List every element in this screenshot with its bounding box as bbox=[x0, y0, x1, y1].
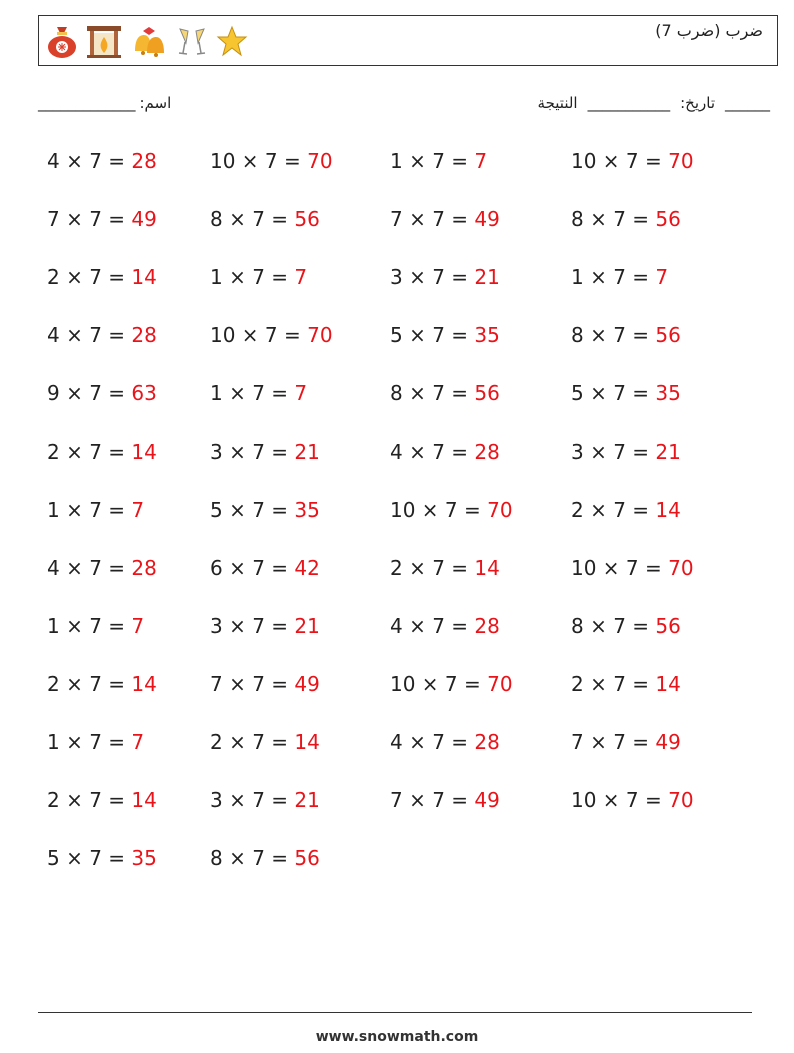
problem-answer: 35 bbox=[474, 323, 500, 348]
problem-question: 5 × 7 = bbox=[390, 323, 475, 348]
fireplace-icon bbox=[85, 23, 123, 59]
problem-answer: 21 bbox=[294, 788, 320, 813]
problem-answer: 7 bbox=[131, 730, 145, 754]
problem-question: 5 × 7 = bbox=[47, 846, 132, 871]
problem-item bbox=[47, 846, 157, 870]
problem-item bbox=[210, 440, 320, 464]
name-label: اسم: bbox=[139, 94, 172, 112]
problem-item bbox=[390, 730, 500, 754]
problem-item bbox=[390, 614, 500, 638]
problem-answer: 56 bbox=[655, 323, 681, 348]
problem-answer: 28 bbox=[131, 555, 157, 580]
problem-question: 3 × 7 = bbox=[571, 439, 656, 464]
problem-question: 10 × 7 = bbox=[210, 323, 308, 348]
problem-answer: 56 bbox=[474, 381, 500, 406]
problem-item bbox=[210, 846, 320, 870]
worksheet-header bbox=[38, 15, 778, 66]
problem-question: 10 × 7 = bbox=[571, 555, 669, 580]
problem-answer: 14 bbox=[655, 671, 681, 696]
problem-answer: 56 bbox=[294, 207, 320, 232]
problem-item bbox=[47, 207, 157, 231]
problem-question: 2 × 7 = bbox=[390, 555, 475, 580]
problem-answer: 7 bbox=[655, 265, 669, 290]
problem-item bbox=[390, 672, 513, 696]
problem-answer: 70 bbox=[668, 788, 694, 813]
problem-question: 1 × 7 = bbox=[210, 381, 295, 406]
problem-item bbox=[390, 440, 500, 464]
problem-question: 7 × 7 = bbox=[47, 207, 132, 232]
problem-item bbox=[571, 556, 694, 580]
problem-item bbox=[390, 788, 500, 812]
problem-item bbox=[390, 556, 500, 580]
problem-item bbox=[571, 265, 668, 289]
problem-answer: 14 bbox=[131, 788, 157, 813]
problem-question: 3 × 7 = bbox=[210, 439, 295, 464]
problem-item bbox=[210, 207, 320, 231]
problem-item bbox=[47, 265, 157, 289]
problem-answer: 14 bbox=[131, 439, 157, 464]
problem-item bbox=[571, 788, 694, 812]
problem-item bbox=[390, 323, 500, 347]
problem-question: 1 × 7 = bbox=[210, 265, 295, 290]
problem-question: 4 × 7 = bbox=[47, 149, 132, 173]
score-label: النتيجة bbox=[537, 94, 578, 112]
problem-answer: 35 bbox=[294, 497, 320, 522]
problem-answer: 7 bbox=[294, 381, 308, 406]
problem-question: 10 × 7 = bbox=[390, 497, 488, 522]
problem-item bbox=[390, 149, 487, 173]
problem-answer: 21 bbox=[474, 265, 500, 290]
problem-question: 10 × 7 = bbox=[571, 149, 669, 173]
date-label: تاريخ: bbox=[680, 94, 715, 112]
problem-item bbox=[390, 265, 500, 289]
problem-question: 1 × 7 = bbox=[47, 613, 132, 638]
problem-answer: 49 bbox=[474, 788, 500, 813]
problem-item bbox=[210, 614, 320, 638]
problem-question: 5 × 7 = bbox=[210, 497, 295, 522]
problem-item bbox=[571, 381, 681, 405]
name-field bbox=[38, 94, 171, 112]
problem-answer: 70 bbox=[307, 149, 333, 173]
problem-item bbox=[47, 614, 144, 638]
bells-icon bbox=[129, 23, 169, 59]
problem-item bbox=[390, 381, 500, 405]
problem-item bbox=[47, 498, 144, 522]
problem-answer: 14 bbox=[131, 265, 157, 290]
problem-question: 5 × 7 = bbox=[571, 381, 656, 406]
problem-question: 4 × 7 = bbox=[390, 613, 475, 638]
problem-question: 2 × 7 = bbox=[47, 788, 132, 813]
problem-item bbox=[390, 207, 500, 231]
problem-item bbox=[47, 788, 157, 812]
problem-answer: 21 bbox=[294, 613, 320, 638]
problem-question: 3 × 7 = bbox=[210, 613, 295, 638]
problem-question: 3 × 7 = bbox=[390, 265, 475, 290]
name-blank: _____________ bbox=[38, 94, 136, 112]
problem-question: 4 × 7 = bbox=[390, 439, 475, 464]
problem-answer: 28 bbox=[474, 613, 500, 638]
problem-question: 2 × 7 = bbox=[571, 497, 656, 522]
problem-item bbox=[210, 672, 320, 696]
problem-question: 8 × 7 = bbox=[571, 323, 656, 348]
problem-question: 4 × 7 = bbox=[47, 555, 132, 580]
problem-question: 7 × 7 = bbox=[390, 788, 475, 813]
problem-answer: 49 bbox=[474, 207, 500, 232]
problem-answer: 49 bbox=[655, 730, 681, 754]
header-icons bbox=[45, 21, 249, 61]
problem-question: 7 × 7 = bbox=[210, 671, 295, 696]
problem-question: 7 × 7 = bbox=[390, 207, 475, 232]
problem-question: 2 × 7 = bbox=[47, 671, 132, 696]
problem-question: 1 × 7 = bbox=[571, 265, 656, 290]
problem-question: 4 × 7 = bbox=[390, 730, 475, 754]
problem-item bbox=[571, 614, 681, 638]
problem-item bbox=[210, 498, 320, 522]
problem-question: 1 × 7 = bbox=[47, 730, 132, 754]
problem-item bbox=[571, 207, 681, 231]
problem-item bbox=[390, 498, 513, 522]
problem-item bbox=[571, 323, 681, 347]
problem-answer: 7 bbox=[474, 149, 488, 173]
problem-item bbox=[47, 323, 157, 347]
money-bag-icon bbox=[45, 23, 79, 59]
problem-question: 8 × 7 = bbox=[571, 613, 656, 638]
problem-answer: 56 bbox=[655, 207, 681, 232]
problem-answer: 7 bbox=[294, 265, 308, 290]
score-blank: ___________ bbox=[587, 94, 671, 112]
problem-item bbox=[210, 381, 307, 405]
problem-question: 2 × 7 = bbox=[571, 671, 656, 696]
problem-answer: 70 bbox=[487, 497, 513, 522]
problem-answer: 14 bbox=[131, 671, 157, 696]
problem-answer: 70 bbox=[668, 555, 694, 580]
problem-item bbox=[571, 730, 681, 754]
problem-item bbox=[47, 381, 157, 405]
footer-divider bbox=[38, 1012, 752, 1013]
problem-answer: 14 bbox=[474, 555, 500, 580]
problem-answer: 49 bbox=[131, 207, 157, 232]
problem-answer: 21 bbox=[294, 439, 320, 464]
problem-answer: 7 bbox=[131, 613, 145, 638]
problem-item bbox=[47, 556, 157, 580]
problem-answer: 56 bbox=[294, 846, 320, 871]
problem-answer: 70 bbox=[487, 671, 513, 696]
champagne-glasses-icon bbox=[175, 23, 209, 59]
problem-item bbox=[210, 149, 333, 173]
star-icon bbox=[215, 23, 249, 59]
problem-item bbox=[47, 440, 157, 464]
problem-item bbox=[210, 788, 320, 812]
problem-answer: 14 bbox=[655, 497, 681, 522]
problem-question: 8 × 7 = bbox=[210, 846, 295, 871]
problem-answer: 28 bbox=[131, 323, 157, 348]
problem-answer: 28 bbox=[131, 149, 157, 173]
problem-answer: 42 bbox=[294, 555, 320, 580]
problem-question: 8 × 7 = bbox=[571, 207, 656, 232]
problem-answer: 56 bbox=[655, 613, 681, 638]
problem-answer: 70 bbox=[307, 323, 333, 348]
problem-item bbox=[571, 498, 681, 522]
problem-item bbox=[571, 672, 681, 696]
problem-item bbox=[571, 149, 694, 173]
problem-answer: 49 bbox=[294, 671, 320, 696]
problem-answer: 35 bbox=[131, 846, 157, 871]
problem-answer: 28 bbox=[474, 439, 500, 464]
problem-item bbox=[210, 323, 333, 347]
problem-question: 1 × 7 = bbox=[390, 149, 475, 173]
problem-item bbox=[571, 440, 681, 464]
problem-question: 2 × 7 = bbox=[47, 265, 132, 290]
problem-item bbox=[47, 149, 157, 173]
problem-answer: 7 bbox=[131, 497, 145, 522]
problem-question: 1 × 7 = bbox=[47, 497, 132, 522]
problem-item bbox=[210, 556, 320, 580]
problem-question: 3 × 7 = bbox=[210, 788, 295, 813]
footer-url: www.snowmath.com bbox=[315, 1029, 479, 1045]
problem-question: 8 × 7 = bbox=[390, 381, 475, 406]
problem-answer: 28 bbox=[474, 730, 500, 754]
problem-question: 7 × 7 = bbox=[571, 730, 656, 754]
problem-question: 8 × 7 = bbox=[210, 207, 295, 232]
problem-item bbox=[210, 730, 320, 754]
problem-item bbox=[47, 730, 144, 754]
problem-answer: 70 bbox=[668, 149, 694, 173]
problem-question: 10 × 7 = bbox=[390, 671, 488, 696]
problem-question: 9 × 7 = bbox=[47, 381, 132, 406]
date-blank: ______ bbox=[725, 94, 770, 112]
problem-item bbox=[47, 672, 157, 696]
problem-answer: 35 bbox=[655, 381, 681, 406]
date-score-fields bbox=[538, 94, 770, 112]
problem-question: 2 × 7 = bbox=[210, 730, 295, 754]
problem-question: 2 × 7 = bbox=[47, 439, 132, 464]
problem-item bbox=[210, 265, 307, 289]
problem-question: 4 × 7 = bbox=[47, 323, 132, 348]
problem-question: 6 × 7 = bbox=[210, 555, 295, 580]
problem-answer: 21 bbox=[655, 439, 681, 464]
problem-question: 10 × 7 = bbox=[210, 149, 308, 173]
problem-question: 10 × 7 = bbox=[571, 788, 669, 813]
problem-answer: 14 bbox=[294, 730, 320, 754]
worksheet-title: ضرب (ضرب 7) bbox=[655, 21, 763, 40]
problem-answer: 63 bbox=[131, 381, 157, 406]
